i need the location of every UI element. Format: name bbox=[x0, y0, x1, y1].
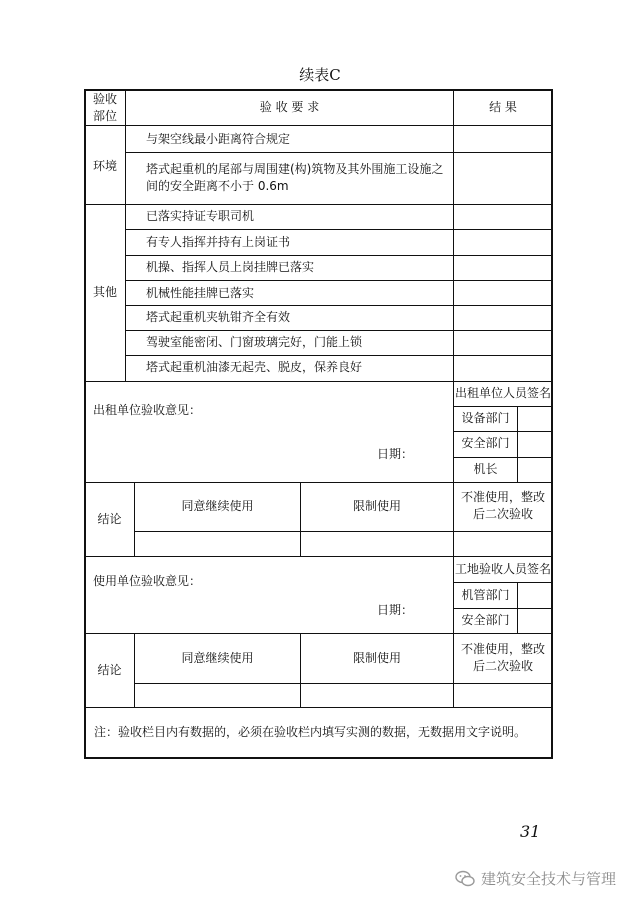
conclusion-option-restrict: 限制使用 bbox=[352, 651, 401, 665]
page-number: 31 bbox=[520, 822, 541, 841]
conclusion-option-agree: 同意继续使用 bbox=[181, 651, 254, 665]
lessor-opinion-label: 出租单位验收意见： bbox=[93, 403, 202, 417]
requirement-item: 驾驶室能密闭、门窗玻璃完好，门能上锁 bbox=[146, 335, 363, 349]
requirement-item: 塔式起重机油漆无起壳、脱皮，保养良好 bbox=[146, 360, 363, 374]
sign-row-label: 安全部门 bbox=[461, 613, 510, 627]
requirement-item: 塔式起重机夹轨钳齐全有效 bbox=[146, 310, 291, 324]
conclusion-label: 结论 bbox=[97, 512, 122, 526]
user-date-label: 日期： bbox=[377, 603, 414, 617]
watermark bbox=[455, 868, 616, 889]
conclusion-label: 结论 bbox=[97, 663, 122, 677]
conclusion-option-agree: 同意继续使用 bbox=[181, 499, 254, 513]
section-label-other: 其他 bbox=[92, 285, 117, 299]
header-section-line1: 验收 bbox=[92, 92, 117, 106]
sign-row-label: 机长 bbox=[473, 462, 498, 476]
watermark-text: 建筑安全技术与管理 bbox=[481, 870, 617, 888]
sign-row-label: 安全部门 bbox=[461, 436, 510, 450]
sign-row-label: 设备部门 bbox=[461, 411, 510, 425]
requirement-item: 机械性能挂牌已落实 bbox=[146, 286, 255, 300]
requirement-item: 与架空线最小距离符合规定 bbox=[146, 132, 291, 146]
table-title: 续表C bbox=[299, 66, 341, 84]
conclusion-option-reject: 不准使用，整改后二次验收 bbox=[460, 642, 545, 673]
requirement-item: 机操、指挥人员上岗挂牌已落实 bbox=[146, 260, 315, 274]
conclusion-option-restrict: 限制使用 bbox=[352, 499, 401, 513]
requirement-item: 有专人指挥并持有上岗证书 bbox=[146, 235, 291, 249]
header-result: 结 果 bbox=[489, 100, 517, 114]
conclusion-option-reject: 不准使用，整改后二次验收 bbox=[460, 490, 545, 521]
requirement-item: 塔式起重机的尾部与周围建(构)筑物及其外围施工设施之间的安全距离不小于 0.6m bbox=[146, 162, 444, 193]
user-opinion-label: 使用单位验收意见： bbox=[93, 574, 202, 588]
wechat-icon bbox=[455, 870, 475, 888]
user-sign-header: 工地验收人员签名 bbox=[454, 562, 551, 576]
header-requirements: 验 收 要 求 bbox=[259, 100, 320, 114]
table-note: 注：验收栏目内有数据的，必须在验收栏内填写实测的数据，无数据用文字说明。 bbox=[94, 725, 527, 739]
header-section-line2: 部位 bbox=[92, 109, 117, 123]
sign-row-label: 机管部门 bbox=[461, 588, 510, 602]
header-section-label bbox=[85, 91, 125, 125]
lessor-sign-header: 出租单位人员签名 bbox=[454, 386, 551, 400]
lessor-date-label: 日期： bbox=[377, 447, 414, 461]
section-label-environment: 环境 bbox=[92, 159, 117, 173]
requirement-item: 已落实持证专职司机 bbox=[146, 209, 255, 223]
